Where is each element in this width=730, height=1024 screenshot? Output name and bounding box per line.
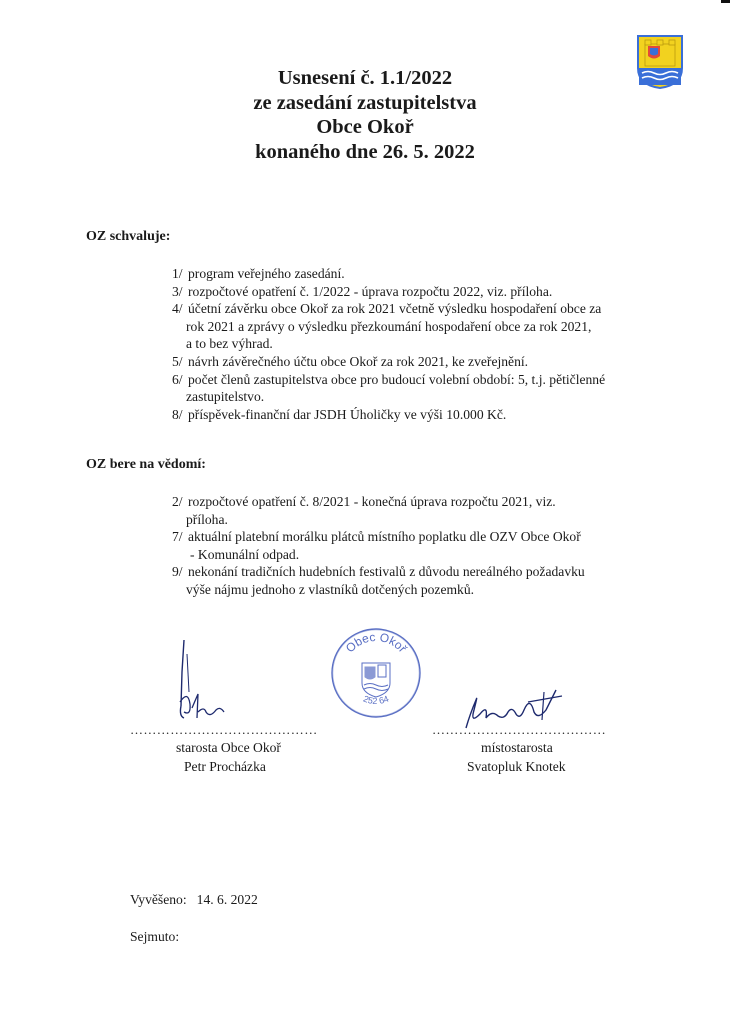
signature-line-right: ………………………………… — [432, 722, 607, 737]
title-line-1: Usnesení č. 1.1/2022 — [277, 67, 453, 89]
deputy-mayor-name: Svatopluk Knotek — [467, 759, 566, 774]
list-item — [172, 300, 605, 353]
title-line-4: konaného dne 26. 5. 2022 — [255, 140, 475, 163]
item-number: 7/ — [172, 529, 183, 545]
item-text: návrh závěrečného účtu obce Okoř za rok 2021, ke zveřejnění. — [188, 353, 529, 369]
item-text-continued: a to bez výhrad. — [186, 336, 273, 352]
list-item — [172, 265, 605, 283]
item-text: počet členů zastupitelstva obce pro budoucí volební období: 5, t.j. pětičlenné — [188, 371, 606, 387]
approves-heading: OZ schvaluje: — [86, 229, 171, 244]
posted-row — [130, 892, 258, 908]
posted-label: Vyvěšeno: — [130, 892, 187, 907]
document-title — [0, 66, 730, 164]
list-item — [172, 493, 585, 528]
item-text: program veřejného zasedání. — [188, 266, 345, 281]
item-text-continued: rok 2021 a zprávy o výsledku přezkoumání hospodaření obce za rok 2021, — [186, 318, 592, 334]
approves-list — [172, 265, 605, 423]
item-number: 1/ — [172, 266, 183, 281]
mayor-name: Petr Procházka — [184, 759, 266, 774]
deputy-mayor-role: místostarosta — [481, 740, 553, 755]
item-number: 9/ — [172, 564, 183, 580]
list-item — [172, 353, 605, 371]
item-number: 2/ — [172, 494, 183, 509]
item-number: 6/ — [172, 371, 183, 387]
list-item — [172, 406, 605, 424]
item-text: příspěvek-finanční dar JSDH Úholičky ve výši 10.000 Kč. — [188, 406, 507, 422]
signature-left — [170, 632, 240, 724]
item-text-continued: příloha. — [186, 511, 228, 527]
list-item — [172, 371, 605, 406]
acknowledges-list — [172, 493, 585, 599]
stamp-top-text: Obec Okoř — [342, 629, 410, 656]
item-text-continued: výše nájmu jednoho z vlastníků dotčených pozemků. — [186, 581, 475, 597]
item-text: účetní závěrku obce Okoř za rok 2021 včetně výsledku hospodaření obce za — [188, 301, 602, 317]
scan-edge-mark — [721, 0, 730, 3]
title-line-3: Obce Okoř — [316, 116, 414, 138]
item-text-continued: zastupitelstvo. — [186, 389, 265, 405]
item-text-continued: - Komunální odpad. — [190, 546, 300, 562]
acknowledges-heading: OZ bere na vědomí: — [86, 457, 206, 472]
stamp-bottom-text: 252 64 — [361, 693, 391, 707]
list-item — [172, 528, 585, 563]
item-number: 8/ — [172, 406, 183, 422]
posted-date: 14. 6. 2022 — [196, 892, 258, 907]
item-text: rozpočtové opatření č. 8/2021 - konečná úprava rozpočtu 2021, viz. — [188, 494, 556, 509]
removed-label: Sejmuto: — [130, 929, 180, 944]
stamp-emblem-icon — [362, 663, 390, 697]
item-text: nekonání tradičních hudebních festivalů z důvodu nereálného požadavku — [188, 564, 585, 580]
list-item — [172, 563, 585, 598]
official-stamp — [330, 627, 422, 719]
item-number: 4/ — [172, 301, 183, 317]
item-text: rozpočtové opatření č. 1/2022 - úprava rozpočtu 2022, viz. příloha. — [188, 283, 553, 299]
item-text: aktuální platební morálku plátců místního poplatku dle OZV Obce Okoř — [188, 529, 581, 545]
signature-line-left: …………………………………… — [130, 722, 318, 737]
mayor-role: starosta Obce Okoř — [176, 740, 281, 755]
item-number: 3/ — [172, 283, 183, 299]
item-number: 5/ — [172, 353, 183, 369]
title-line-2: ze zasedání zastupitelstva — [253, 91, 477, 114]
list-item — [172, 283, 605, 301]
